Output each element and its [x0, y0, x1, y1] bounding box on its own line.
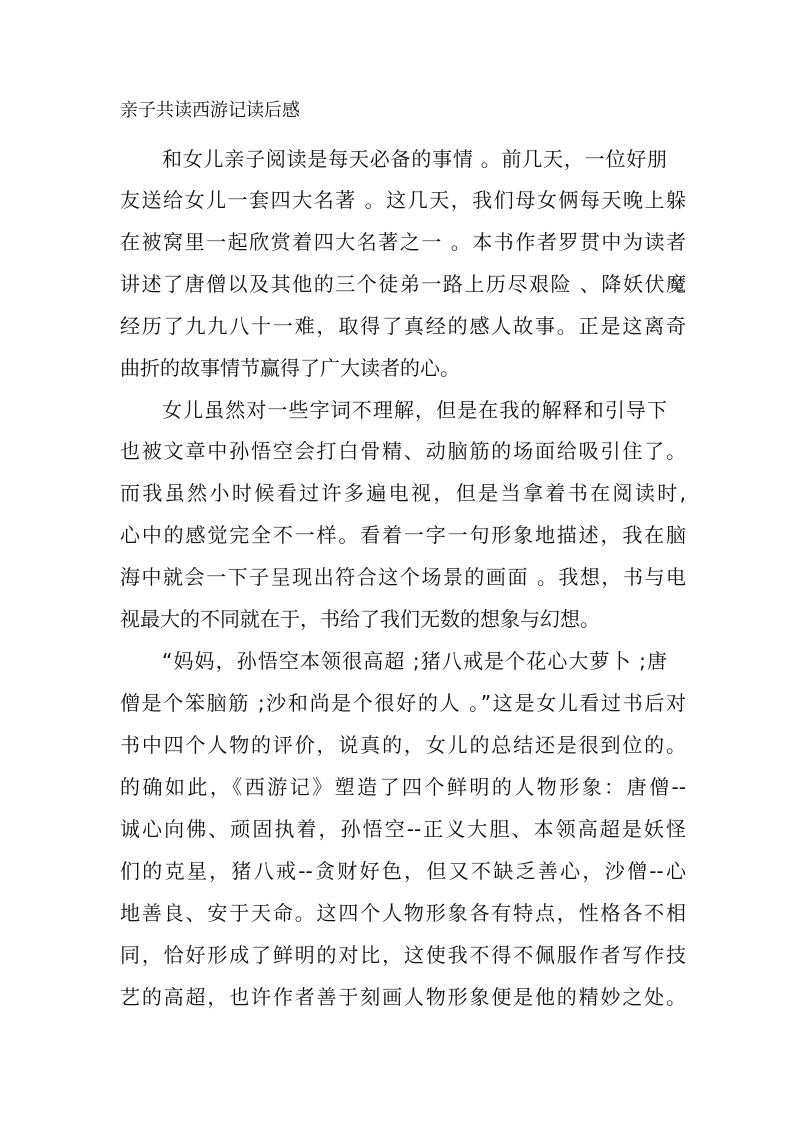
document-title: 亲子共读西游记读后感 [120, 100, 300, 121]
paragraph-1-line-1: 和女儿亲子阅读是每天必备的事情 。前几天，一位好朋 [162, 147, 667, 171]
paragraph-2-line-5: 海中就会一下子呈现出符合这个场景的画面 。我想，书与电 [120, 565, 686, 589]
paragraph-2-line-6: 视最大的不同就在于，书给了我们无数的想象与幻想。 [120, 607, 600, 631]
paragraph-3-line-2: 僧是个笨脑筋 ;沙和尚是个很好的人 。”这是女儿看过书后对 [120, 691, 686, 715]
paragraph-2-line-2: 也被文章中孙悟空会打白骨精、动脑筋的场面给吸引住了。 [120, 439, 686, 463]
paragraph-3-line-7: 地善良、安于天命。这四个人物形象各有特点，性格各不相 [120, 901, 686, 925]
paragraph-2-line-4: 心中的感觉完全不一样。看着一字一句形象地描述，我在脑 [120, 523, 686, 547]
paragraph-1-line-6: 曲折的故事情节赢得了广大读者的心。 [120, 356, 460, 380]
paragraph-3-line-6: 们的克星，猪八戒--贪财好色，但又不缺乏善心，沙僧--心 [120, 859, 686, 883]
paragraph-3-line-3: 书中四个人物的评价，说真的，女儿的总结还是很到位的。 [120, 733, 686, 757]
paragraph-1-line-4: 讲述了唐僧以及其他的三个徒弟一路上历尽艰险 、降妖伏魔 [120, 272, 686, 296]
paragraph-1-line-3: 在被窝里一起欣赏着四大名著之一 。本书作者罗贯中为读者 [120, 230, 686, 254]
paragraph-3-line-9: 艺的高超，也许作者善于刻画人物形象便是他的精妙之处。 [120, 985, 686, 1009]
paragraph-3-line-5: 诚心向佛、顽固执着，孙悟空--正义大胆、本领高超是妖怪 [120, 817, 686, 841]
paragraph-1-line-5: 经历了九九八十一难，取得了真经的感人故事。正是这离奇 [120, 314, 686, 338]
paragraph-1-line-2: 友送给女儿一套四大名著 。这几天，我们母女俩每天晚上躲 [120, 188, 686, 212]
paragraph-3-line-8: 同，恰好形成了鲜明的对比，这使我不得不佩服作者写作技 [120, 943, 686, 967]
paragraph-3-line-1: “妈妈，孙悟空本领很高超 ;猪八戒是个花心大萝卜 ;唐 [162, 649, 667, 673]
paragraph-2-line-3: 而我虽然小时候看过许多遍电视，但是当拿着书在阅读时, [120, 481, 686, 505]
paragraph-3-line-4: 的确如此，《西游记》塑造了四个鲜明的人物形象：唐僧-- [120, 775, 686, 799]
paragraph-2-line-1: 女儿虽然对一些字词不理解，但是在我的解释和引导下 [162, 398, 667, 422]
